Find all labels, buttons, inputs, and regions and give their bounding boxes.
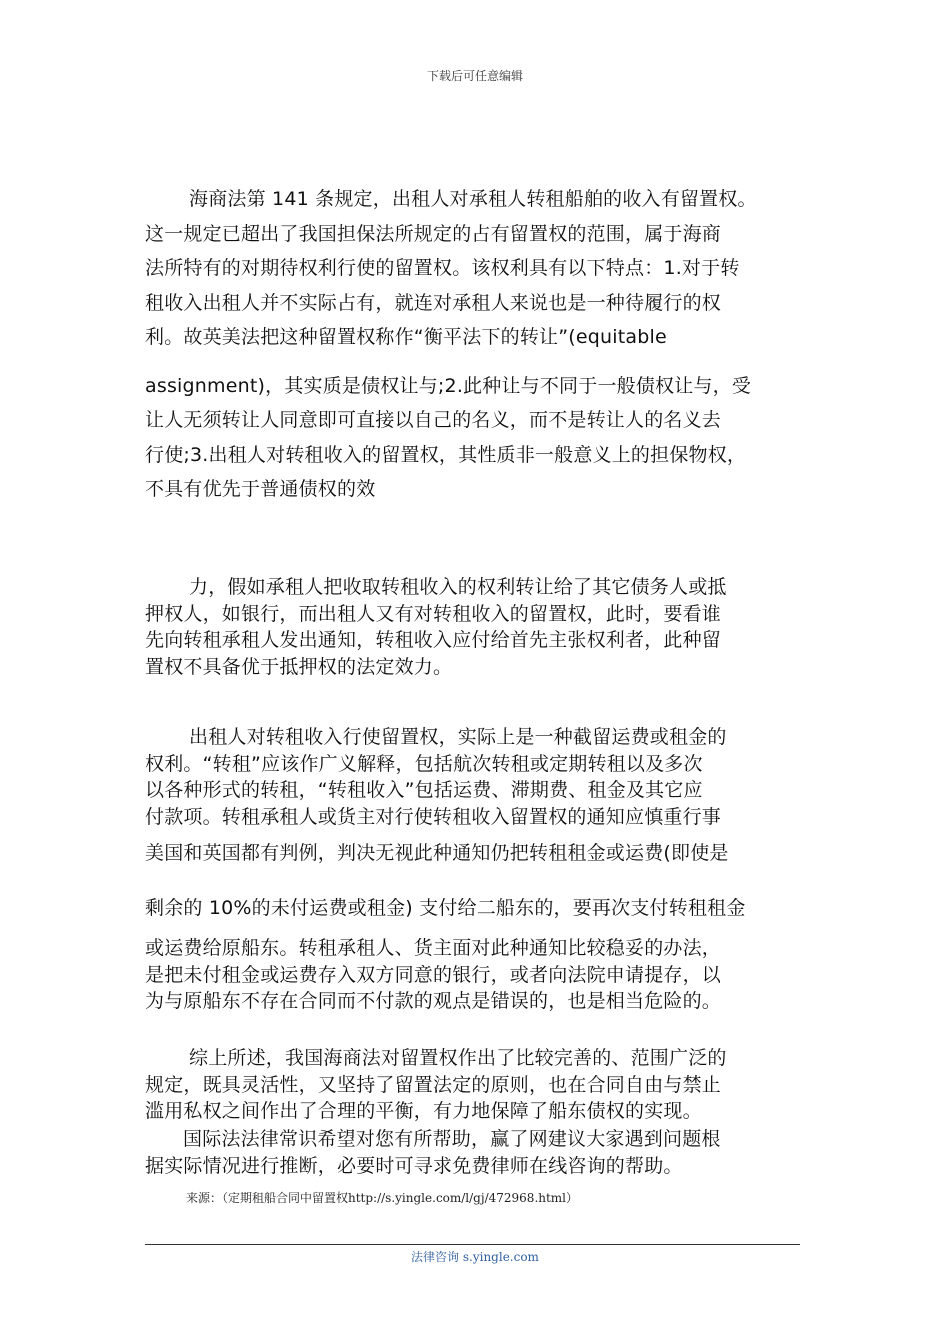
paragraph-lien-characteristics [145, 182, 810, 507]
paragraph-line: 置权不具备优于抵押权的法定效力。 [145, 655, 453, 678]
footer-divider [145, 1244, 800, 1245]
paragraph-line: 付款项。转租承租人或货主对行使转租收入留置权的通知应慎重行事 [145, 805, 722, 828]
paragraph-line: assignment)，其实质是债权让与;2.此种让与不同于一般债权让与，受 [145, 374, 752, 397]
paragraph-priority [145, 574, 810, 680]
paragraph-line: 据实际情况进行推断，必要时可寻求免费律师在线咨询的帮助。 [145, 1154, 683, 1177]
paragraph-line: 国际法法律常识希望对您有所帮助，赢了网建议大家遇到问题根 [183, 1128, 721, 1150]
paragraph-line: 美国和英国都有判例，判决无视此种通知仍把转租租金或运费(即使是 [145, 842, 729, 864]
paragraph-line: 海商法第 141 条规定，出租人对承租人转租船舶的收入有留置权。 [189, 188, 757, 210]
paragraph-line: 押权人，如银行，而出租人又有对转租收入的留置权，此时，要看谁 [145, 602, 722, 625]
paragraph-line: 先向转租承租人发出通知，转租收入应付给首先主张权利者，此种留 [145, 629, 722, 651]
paragraph-line: 不具有优先于普通债权的效 [145, 478, 376, 500]
paragraph-line: 剩余的 10%的未付运费或租金) 支付给二船东的，要再次支付转租租金 [145, 896, 746, 919]
paragraph-summary [145, 1045, 810, 1125]
paragraph-sublease-income [145, 724, 810, 1015]
page-footer: 法律咨询 s.yingle.com [411, 1250, 539, 1264]
paragraph-line: 这一规定已超出了我国担保法所规定的占有留置权的范围，属于海商 [145, 222, 722, 245]
paragraph-line: 综上所述，我国海商法对留置权作出了比较完善的、范围广泛的 [189, 1047, 727, 1069]
paragraph-line: 为与原船东不存在合同而不付款的观点是错误的，也是相当危险的。 [145, 990, 722, 1012]
paragraph-line: 或运费给原船东。转租承租人、货主面对此种通知比较稳妥的办法， [145, 937, 722, 959]
paragraph-line: 行使;3.出租人对转租收入的留置权，其性质非一般意义上的担保物权， [145, 443, 747, 466]
paragraph-line: 力，假如承租人把收取转租收入的权利转让给了其它债务人或抵 [189, 576, 727, 598]
paragraph-line: 是把未付租金或运费存入双方同意的银行，或者向法院申请提存，以 [145, 963, 722, 986]
page-header: 下载后可任意编辑 [426, 69, 523, 83]
source-citation: 来源：（定期租船合同中留置权http://s.yingle.com/l/gj/472968.html） [186, 1191, 579, 1205]
paragraph-line: 利。故英美法把这种留置权称作“衡平法下的转让”(equitable [145, 326, 667, 348]
paragraph-line: 滥用私权之间作出了合理的平衡，有力地保障了船东债权的实现。 [145, 1100, 702, 1122]
paragraph-line: 法所特有的对期待权利行使的留置权。该权利具有以下特点：1.对于转 [145, 257, 740, 279]
paragraph-line: 规定，既具灵活性，又坚持了留置法定的原则，也在合同自由与禁止 [145, 1073, 722, 1096]
paragraph-advice [145, 1126, 810, 1179]
paragraph-line: 权利。“转租”应该作广义解释，包括航次转租或定期转租以及多次 [145, 752, 703, 775]
paragraph-line: 租收入出租人并不实际占有，就连对承租人来说也是一种待履行的权 [145, 291, 722, 314]
paragraph-line: 让人无须转让人同意即可直接以自己的名义，而不是转让人的名义去 [145, 409, 722, 431]
paragraph-line: 以各种形式的转租，“转租收入”包括运费、滞期费、租金及其它应 [145, 779, 703, 801]
paragraph-line: 出租人对转租收入行使留置权，实际上是一种截留运费或租金的 [189, 726, 727, 748]
